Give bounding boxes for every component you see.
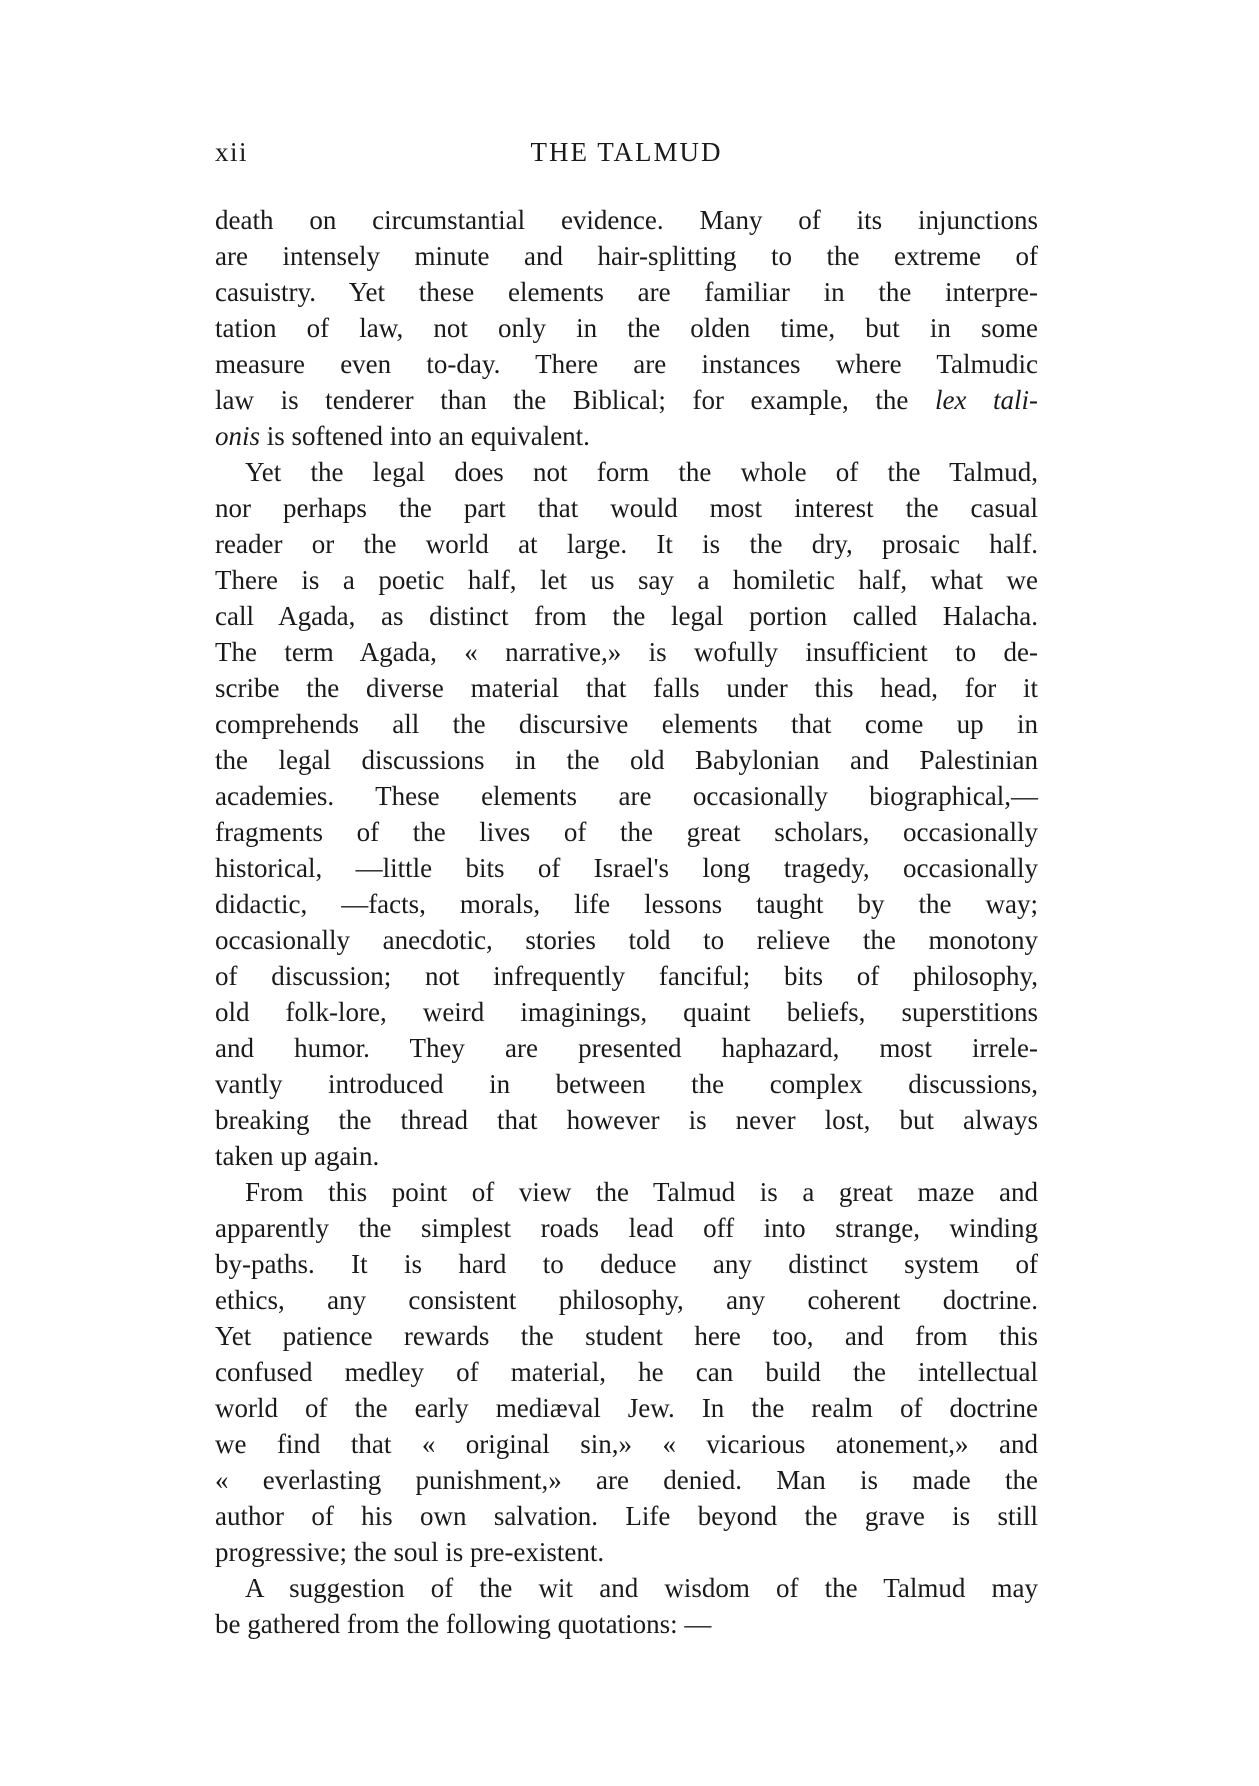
body-text	[215, 202, 1038, 1642]
text-line: comprehends all the discursive elements that come up in	[215, 709, 1038, 739]
text-line: A suggestion of the wit and wisdom of the Talmud may	[245, 1573, 1038, 1603]
text-line: There is a poetic half, let us say a homiletic half, what we	[215, 565, 1038, 595]
text-line: historical, —little bits of Israel's long tragedy, occasionally	[215, 853, 1038, 883]
text-line: reader or the world at large. It is the dry, prosaic half.	[215, 529, 1038, 559]
text-line: occasionally anecdotic, stories told to relieve the monotony	[215, 925, 1038, 955]
text-line: vantly introduced in between the complex discussions,	[215, 1069, 1038, 1099]
text-line: old folk-lore, weird imaginings, quaint beliefs, superstitions	[215, 997, 1038, 1027]
text-line: academies. These elements are occasionally biographical,—	[215, 781, 1038, 811]
text-line: casuistry. Yet these elements are familiar in the interpre-	[215, 277, 1038, 307]
text-line: apparently the simplest roads lead off into strange, winding	[215, 1213, 1038, 1243]
text-line: and humor. They are presented haphazard, most irrele-	[215, 1033, 1038, 1063]
text-line: author of his own salvation. Life beyond the grave is still	[215, 1501, 1038, 1531]
text-line: Yet the legal does not form the whole of the Talmud,	[245, 457, 1038, 487]
text-line: Yet patience rewards the student here too, and from this	[215, 1321, 1038, 1351]
text-line: call Agada, as distinct from the legal portion called Halacha.	[215, 601, 1038, 631]
text-line: breaking the thread that however is never lost, but always	[215, 1105, 1038, 1135]
text-line: measure even to-day. There are instances where Talmudic	[215, 349, 1038, 379]
page-number: xii	[215, 137, 249, 167]
text-line: we find that « original sin,» « vicarious atonement,» and	[215, 1429, 1038, 1459]
text-line: are intensely minute and hair-splitting to the extreme of	[215, 241, 1038, 271]
text-line: From this point of view the Talmud is a great maze and	[245, 1177, 1038, 1207]
text-line: scribe the diverse material that falls under this head, for it	[215, 673, 1038, 703]
running-head	[215, 137, 1038, 173]
text-line: by-paths. It is hard to deduce any distinct system of	[215, 1249, 1038, 1279]
text-line: taken up again.	[215, 1141, 380, 1171]
text-line: nor perhaps the part that would most interest the casual	[215, 493, 1038, 523]
text-line: « everlasting punishment,» are denied. Man is made the	[215, 1465, 1038, 1495]
text-line: law is tenderer than the Biblical; for example, the lex tali-	[215, 385, 1038, 415]
text-line: the legal discussions in the old Babylonian and Palestinian	[215, 745, 1038, 775]
text-line: progressive; the soul is pre-existent.	[215, 1537, 605, 1567]
text-line: ethics, any consistent philosophy, any coherent doctrine.	[215, 1285, 1038, 1315]
text-line: onis is softened into an equivalent.	[215, 421, 590, 451]
text-line: The term Agada, « narrative,» is wofully insufficient to de-	[215, 637, 1038, 667]
text-line: tation of law, not only in the olden time, but in some	[215, 313, 1038, 343]
text-line: world of the early mediæval Jew. In the realm of doctrine	[215, 1393, 1038, 1423]
text-line: be gathered from the following quotations: —	[215, 1609, 712, 1639]
text-line: fragments of the lives of the great scholars, occasionally	[215, 817, 1038, 847]
running-head-title: THE TALMUD	[530, 137, 723, 167]
text-line: of discussion; not infrequently fanciful; bits of philosophy,	[215, 961, 1038, 991]
text-line: didactic, —facts, morals, life lessons taught by the way;	[215, 889, 1038, 919]
text-line: confused medley of material, he can build the intellectual	[215, 1357, 1038, 1387]
text-line: death on circumstantial evidence. Many of its injunctions	[215, 205, 1038, 235]
